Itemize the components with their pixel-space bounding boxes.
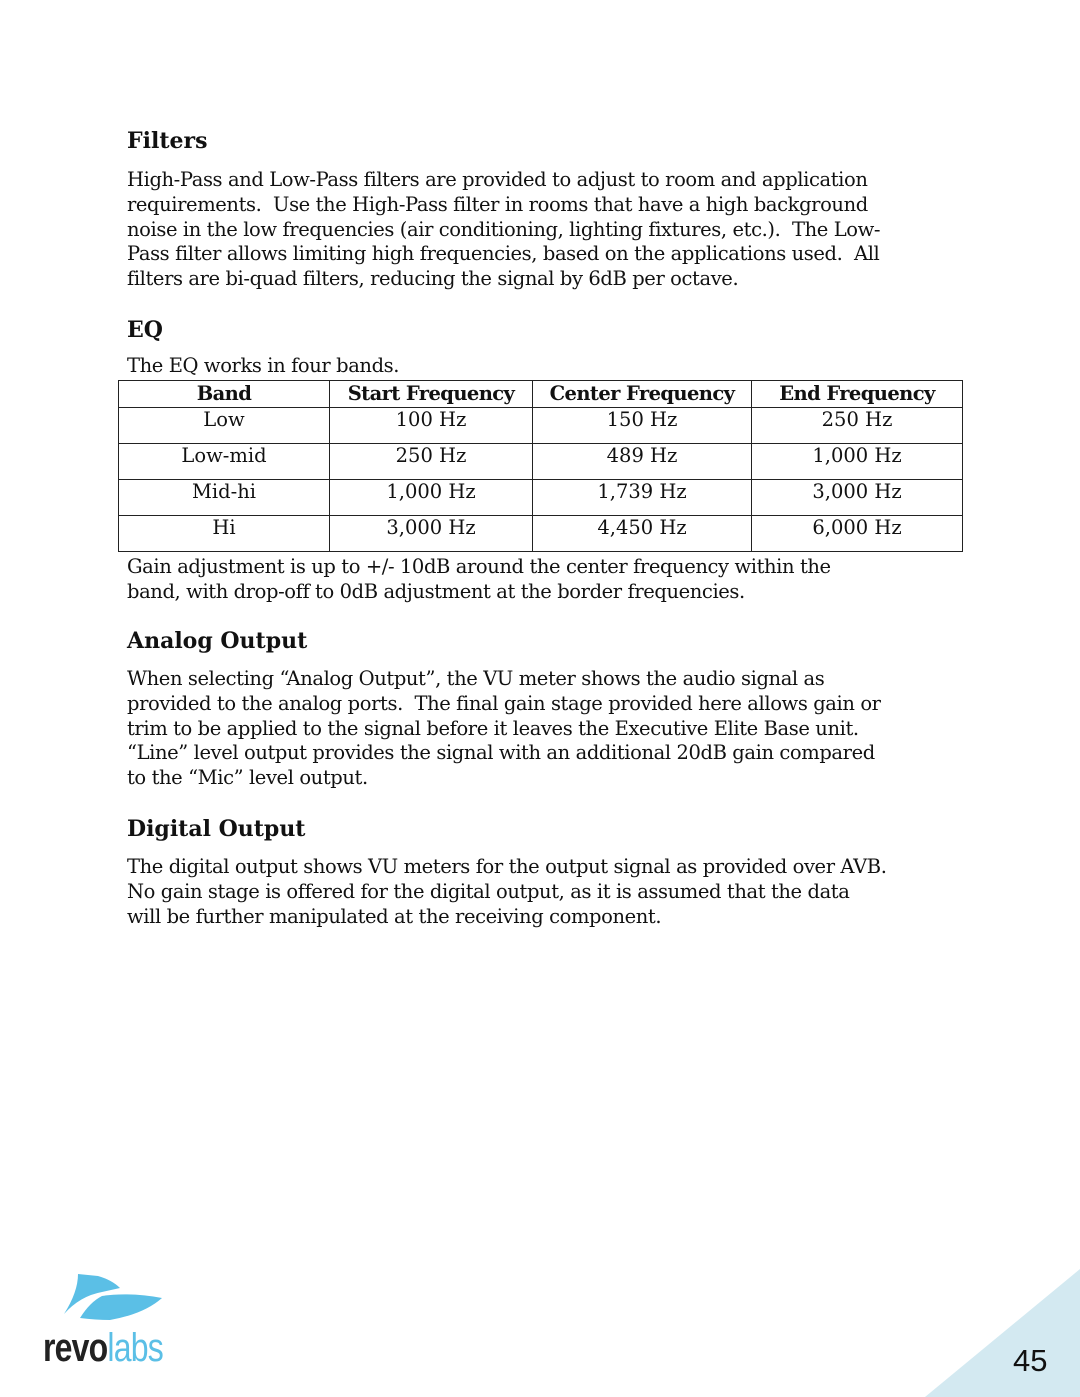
table-cell: 1,739 Hz [533,480,752,516]
table-cell: Low [119,408,330,444]
eq-bands-table [118,380,963,552]
filters-paragraph [127,168,880,292]
eq-heading: EQ [127,317,163,343]
text-line: filters are bi-quad filters, reducing the signal by 6dB per octave. [127,267,739,291]
column-header: End Frequency [752,381,963,408]
table-cell: 1,000 Hz [330,480,533,516]
table-header-row [119,381,963,408]
analog-output-heading: Analog Output [127,628,308,654]
text-line: band, with drop-off to 0dB adjustment at the border frequencies. [127,579,745,603]
text-line: noise in the low frequencies (air conditioning, lighting fixtures, etc.). The Low- [127,217,881,241]
text-line: Gain adjustment is up to +/- 10dB around the center frequency within the [127,555,831,578]
text-line: provided to the analog ports. The final gain stage provided here allows gain or [127,691,881,715]
text-line: will be further manipulated at the receiving component. [127,904,662,928]
text-line: The EQ works in four bands. [127,354,400,377]
column-header: Center Frequency [533,381,752,408]
text-line: “Line” level output provides the signal with an additional 20dB gain compared [127,741,875,765]
text-line: High-Pass and Low-Pass filters are provided to adjust to room and application [127,168,868,191]
table-cell: 100 Hz [330,408,533,444]
digital-output-paragraph [127,855,887,929]
table-cell: 250 Hz [752,408,963,444]
revolabs-logo [43,1326,163,1371]
text-line: When selecting “Analog Output”, the VU meter shows the audio signal as [127,667,825,690]
table-row [119,408,963,444]
analog-output-paragraph [127,667,881,791]
text-line: No gain stage is offered for the digital output, as it is assumed that the data [127,879,850,903]
page-number: 45 [1013,1343,1048,1378]
table-cell: 3,000 Hz [330,516,533,552]
column-header: Start Frequency [330,381,533,408]
table-cell: 489 Hz [533,444,752,480]
table-cell: Hi [119,516,330,552]
text-line: trim to be applied to the signal before it leaves the Executive Elite Base unit. [127,716,859,740]
table-cell: 1,000 Hz [752,444,963,480]
table-cell: Low-mid [119,444,330,480]
table-cell: 150 Hz [533,408,752,444]
revolabs-fin-logo-icon [40,1270,170,1330]
text-line: The digital output shows VU meters for the output signal as provided over AVB. [127,855,887,878]
text-line: to the “Mic” level output. [127,766,368,790]
text-line: requirements. Use the High-Pass filter in rooms that have a high background [127,192,868,216]
page-corner-decoration [925,1269,1080,1397]
table-row [119,480,963,516]
logo-text-revo: revo [43,1326,108,1370]
table-cell: 6,000 Hz [752,516,963,552]
eq-gain-paragraph [127,555,831,605]
table-cell: 4,450 Hz [533,516,752,552]
table-row [119,516,963,552]
filters-heading: Filters [127,128,208,154]
digital-output-heading: Digital Output [127,816,306,842]
text-line: Pass filter allows limiting high frequencies, based on the applications used. All [127,242,880,266]
logo-text-labs: labs [107,1326,163,1370]
table-cell: 250 Hz [330,444,533,480]
table-row [119,444,963,480]
table-cell: Mid-hi [119,480,330,516]
column-header: Band [119,381,330,408]
table-cell: 3,000 Hz [752,480,963,516]
eq-intro [127,354,399,379]
